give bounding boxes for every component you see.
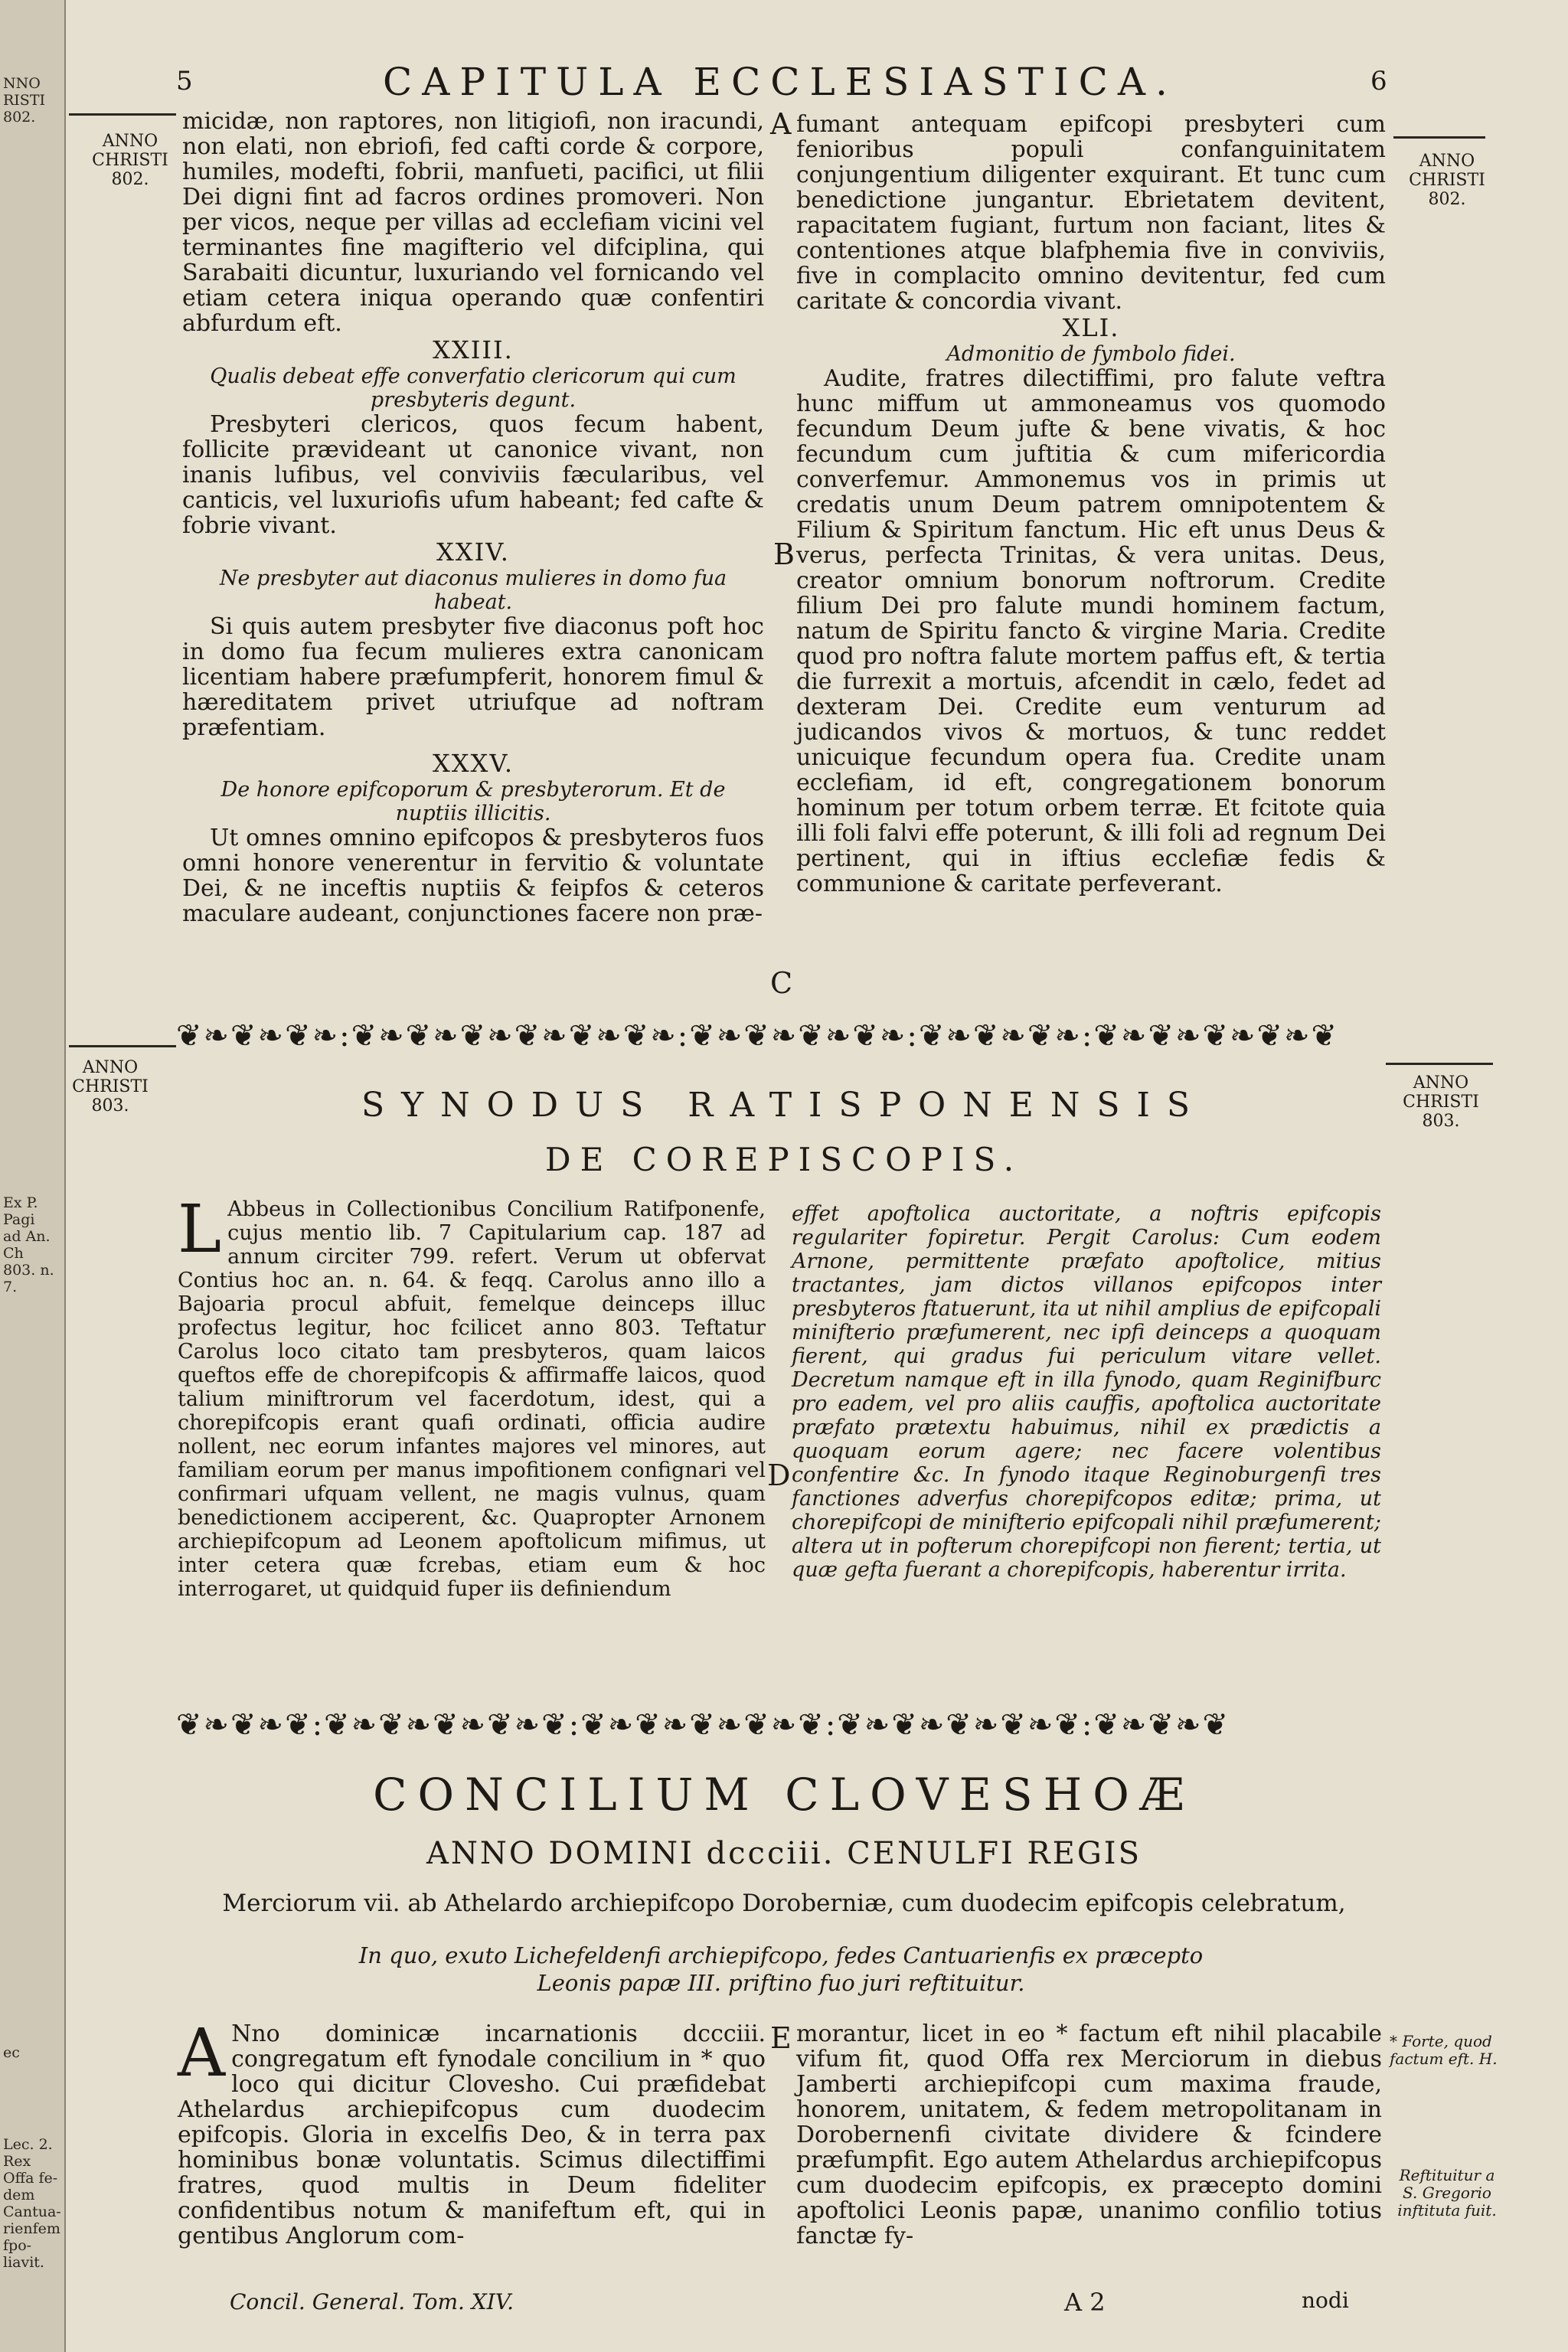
chapter-heading: De honore epifcoporum & presbyterorum. Et de nuptiis illicitis. — [220, 778, 726, 825]
concilium-description: Merciorum vii. ab Athelardo archiepifcopo Doroberniæ, cum duodecim epifcopis celebratum, — [222, 1890, 1346, 1917]
synodus-left-column — [178, 1191, 766, 1601]
chapter-number: XLI. — [1062, 313, 1120, 342]
concilium-year-line: ANNO DOMINI dccciii. CENULFI REGIS — [426, 1836, 1142, 1871]
signature-line: Concil. General. Tom. XIV. — [230, 2289, 514, 2314]
head-rule-left — [69, 113, 176, 116]
capitula-paragraph: Presbyteri clericos, quos fecum habent, follicite prævideant ut canonice vivant, non inanis lufibus, vel conviviis fæcularibus, vel canticis, vel luxuriofis ufum habeant; fed cafte & fobrie vivant. — [182, 411, 764, 539]
synodus-text: Abbeus in Collectionibus Concilium Ratifponenfe, cujus mentio lib. 7 Capitularium cap. 187 ad annum circiter 799. refert. Verum ut obfervat Contius hoc an. n. 64. & feqq. Carolus anno illo a Bajoaria procul abfuit, femelque deinceps illuc profectus legitur, hoc fcilicet anno 803. Teftatur Carolus loco citato tam presbyteros, quam laicos queftos effe de chorepifcopis & affirmaffe laicos, quod talium miniftrorum vel facerdotum, idest, qui a chorepifcopis erant quafi ordinati, officia audire nollent, nec eorum infantes majores vel minores, aut familiam eorum per manus impofitionem confignari vel confirmari ufquam vellent, ne magis vulnus, quam benedictionem acciperent, &c. Quapropter Arnonem archiepifcopum ad Leonem apoftolicum mifimus, ut inter cetera quæ fcrebas, etiam eum & hoc interrogaret, ut quidquid fuper iis definiendum — [178, 1197, 766, 1601]
chapter-heading: Admonitio de fymbolo fidei. — [946, 342, 1236, 366]
anno-christi-left-2: ANNO CHRISTI 803. — [72, 1058, 149, 1116]
concilium-text: Nno dominicæ incarnationis dccciii. congregatum eft fynodale concilium in * quo loco qui dicitur Clovesho. Cui præfidebat Athelardus archiepifcopus cum duodecim epifcopis. Gloria in excelfis Deo, & in terra pax hominibus bonæ voluntatis. Scimus dilectiffimi fratres, quod multis in Deum fideliter confidentibus notum & manifeftum eft, qui in gentibus Anglorum com- — [178, 2020, 766, 2249]
ornament-rule-left — [69, 1045, 176, 1047]
capitula-paragraph: Ut omnes omnino epifcopos & presbyteros fuos omni honore venerentur in fervitio & voluntate Dei, & ne inceftis nuptiis & feipfos & ceteros maculare audeant, conjunctiones facere non præ- — [182, 825, 764, 927]
chapter-heading: Ne presbyter aut diaconus mulieres in domo fua habeat. — [219, 567, 727, 614]
synodus-right-column: effet apoftolica auctoritate, a noftris epifcopis regulariter fopiretur. Pergit Carolus: Cum eodem Arnone, permittente præfato apoftolice, mitius tractantes, jam dictos villanos epifcopos inter presbyteros ftatuerunt, ita ut nihil amplius de epifcopali minifterio præfumerent, nec ipfi deinceps a quoquam fierent, qui gradus fui periculum vitare vellet. Decretum namque eft in illa fynodo, quam Reginifburc pro eadem, vel pro aliis cauffis, apoftolica auctoritate præfato prætextu habuimus, nihil ex prædictis a quoquam eorum agere; nec facere volentibus confentire &c. In fynodo itaque Reginoburgenfi tres fanctiones adverfus chorepifcopos editæ; prima, ut chorepifcopi de minifterio epifcopali nihil præfumerent; altera ut in pofterum chorepifcopi non fierent; tertia, ut quæ gefta fuerant a chorepifcopis, haberentur irrita. — [792, 1202, 1381, 1582]
chapter-heading: Qualis debeat effe converfatio clericorum qui cum presbyteris degunt. — [210, 364, 737, 412]
concilium-title: CONCILIUM CLOVESHOÆ — [373, 1769, 1195, 1821]
chapter-number: XXIV. — [436, 537, 510, 567]
margin-note-restituitur: Reftituitur a S. Gregorio inftituta fuit. — [1397, 2166, 1497, 2220]
drop-cap: L — [178, 1191, 222, 1268]
head-rule-right — [1393, 136, 1485, 139]
concilium-right-column: morantur, licet in eo * factum eft nihil placabile vifum fit, quod Offa rex Merciorum in diebus Jamberti archiepifcopi cum maxima fraude, honorem, unitatem, & fedem metropolitanam in Dorobernenfi civitate dividere & fcindere præfumpfit. Ego autem Athelardus archiepifcopus cum duodecim epifcopis, ex præcepto domini apoftolici Leonis papæ, unanimo confilio totius fanctæ fy- — [796, 2020, 1382, 2249]
gutter-anno-fragment: NNO RISTI 802. — [3, 75, 46, 126]
margin-note-forte: * Forte, quod factum eft. H. — [1390, 2032, 1498, 2068]
margin-letter-a: A — [770, 107, 792, 141]
gutter-note-pagi: Ex P. Pagi ad An. Ch 803. n. 7. — [3, 1194, 54, 1295]
anno-christi-right-1: ANNO CHRISTI 802. — [1409, 152, 1485, 209]
page-number-right: 6 — [1370, 66, 1387, 96]
drop-cap: A — [178, 2015, 226, 2092]
gutter-note-offa: Lec. 2. Rex Offa fe- dem Cantua- rienfem fpo- liavit. — [3, 2136, 61, 2271]
chapter-number: XXIII. — [433, 335, 514, 364]
capitula-paragraph: micidæ, non raptores, non litigiofi, non iracundi, non elati, non ebriofi, fed cafti corde & corpore, humiles, modefti, fobrii, manfueti, pacifici, ut filii Dei digni fint ad facros ordines promoveri. Non per vicos, neque per villas ad ecclefiam vicini vel terminantes fine magifterio vel difciplina, qui Sarabaiti dicuntur, luxuriando vel fornicando vel etiam cetera iniqua operando quæ confentiri abfurdum eft. — [182, 108, 764, 337]
anno-christi-right-2: ANNO CHRISTI 803. — [1403, 1073, 1479, 1131]
signature-mark: A 2 — [1064, 2288, 1106, 2317]
margin-letter-d: D — [767, 1459, 791, 1492]
anno-christi-left-1: ANNO CHRISTI 802. — [92, 132, 168, 189]
page-number-left: 5 — [176, 66, 193, 96]
running-head — [176, 60, 1393, 106]
synodus-subtitle: DE COREPISCOPIS. — [544, 1141, 1024, 1178]
chapter-number: XXXV. — [432, 749, 514, 778]
ornament-rule-right — [1386, 1063, 1493, 1065]
margin-letter-e: E — [770, 2021, 792, 2055]
concilium-left-column — [178, 2015, 766, 2249]
synodus-title: SYNODUS RATISPONENSIS — [361, 1086, 1207, 1125]
capitula-paragraph: Si quis autem presbyter five diaconus poft hoc in domo fua fecum mulieres extra canonicam licentiam habere præfumpferit, honorem fimul & hæreditatem privet utriufque ad noftram præfentiam. — [182, 613, 764, 741]
capitula-paragraph: Audite, fratres dilectiffimi, pro falute veftra hunc miffum ut ammoneamus vos quomodo fecundum Deum jufte & bene vivatis, & hoc fecundum cum juftitia & cum mifericordia converfemur. Ammonemus vos in primis ut credatis unum Deum patrem omnipotentem & Filium & Spiritum fanctum. Hic eft unus Deus & verus, perfecta Trinitas, & vera unitas. Deus, creator omnium bonorum noftrorum. Credite filium Dei pro falute mundi hominem factum, natum de Spiritu fancto & virgine Maria. Credite quod pro noftra falute mortem paffus eft, & tertia die furrexit a mortuis, afcendit in cælo, fedet ad dexteram Dei. Credite eum venturum ad judicandos vivos & mortuos, & tunc reddet unicuique fecundum opera fua. Credite unam ecclefiam, id eft, congregationem bonorum hominum per totum orbem terræ. Et fcitote quia illi foli falvi effe poterunt, & illi foli ad regnum Dei pertinent, qui in iftius ecclefiæ fedis & communione & caritate perfeverant. — [796, 365, 1386, 897]
catchword: nodi — [1302, 2288, 1349, 2313]
concilium-summary: In quo, exuto Lichefeldenfi archiepifcopo, fedes Cantuarienfis ex præcepto Leonis papæ III. priftino fuo juri reftituitur. — [358, 1942, 1204, 1996]
capitula-right-column — [796, 112, 1386, 897]
margin-letter-c: C — [770, 966, 793, 1000]
gutter-ec: ec — [3, 2044, 20, 2061]
ornament-band-2: ❦❧❦❧❦:❦❧❦❧❦❧❦❧❦:❦❧❦❧❦❧❦❧❦:❦❧❦❧❦❧❦❧❦:❦❧❦❧❦ — [176, 1707, 1230, 1743]
capitula-paragraph: fumant antequam epifcopi presbyteri cum fenioribus populi confanguinitatem conjungentium diligenter exquirant. Et tunc cum benedictione jungantur. Ebrietatem devitent, rapacitatem fugiant, furtum non faciant, lites & contentiones atque blafphemia five in conviviis, five in complacito omnino devitentur, fed cum caritate & concordia vivant. — [796, 111, 1386, 315]
margin-letter-b: B — [773, 537, 795, 571]
capitula-left-column — [182, 109, 764, 926]
running-head-title: CAPITULA ECCLESIASTICA. — [383, 60, 1178, 104]
ornament-band-1: ❦❧❦❧❦❧:❦❧❦❧❦❧❦❧❦❧❦❧:❦❧❦❧❦❧❦❧:❦❧❦❧❦❧:❦❧❦❧❦❧❦❧❦ — [176, 1018, 1339, 1054]
